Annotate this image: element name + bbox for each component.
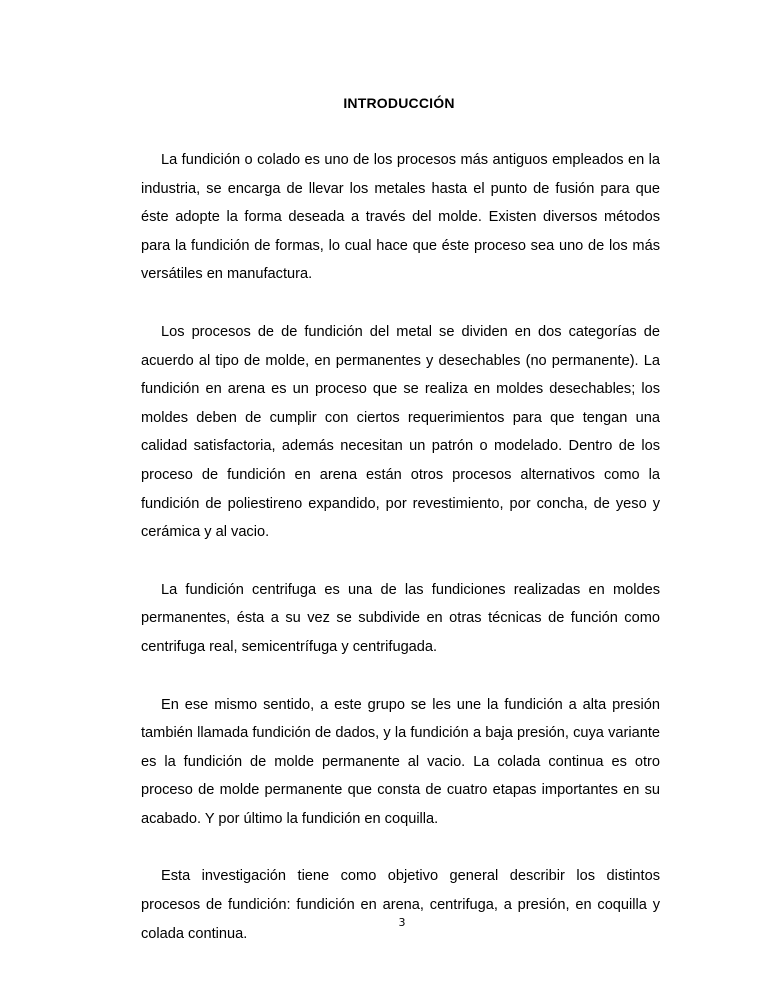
paragraph-1: La fundición o colado es uno de los procesos más antiguos empleados en la industria, se encarga de llevar los metales hasta el punto de fusión para que éste adopte la forma deseada a través del molde. Existen diversos métodos para la fundición de formas, lo cual hace que éste proceso sea uno de los más versátiles en manufactura.	[141, 152, 660, 283]
paragraph-5: Esta investigación tiene como objetivo general describir los distintos procesos de fundición: fundición en arena, centrifuga, a presión, en coquilla y colada continua.	[141, 868, 660, 942]
paragraph-2: Los procesos de de fundición del metal se dividen en dos categorías de acuerdo al tipo de molde, en permanentes y desechables (no permanente). La fundición en arena es un proceso que se realiza en moldes desechables; los moldes deben de cumplir con ciertos requerimientos para que tengan una calidad satisfactoria, además necesitan un patrón o modelado. Dentro de los proceso de fundición en arena están otros procesos alternativos como la fundición de poliestireno expandido, por revestimiento, por concha, de yeso y cerámica y al vacio.	[141, 323, 660, 541]
page-title: INTRODUCCIÓN	[343, 95, 455, 111]
page-number: 3	[398, 916, 406, 929]
document-body	[141, 146, 660, 977]
paragraph-3: La fundición centrifuga es una de las fundiciones realizadas en moldes permanentes, ésta a su vez se subdivide en otras técnicas de función como centrifuga real, semicentrífuga y centrifugada.	[141, 581, 660, 655]
paragraph-4: En ese mismo sentido, a este grupo se les une la fundición a alta presión también llamada fundición de dados, y la fundición a baja presión, cuya variante es la fundición de molde permanente al vacio. La colada continua es otro proceso de molde permanente que consta de cuatro etapas importantes en su acabado. Y por último la fundición en coquilla.	[141, 696, 660, 827]
